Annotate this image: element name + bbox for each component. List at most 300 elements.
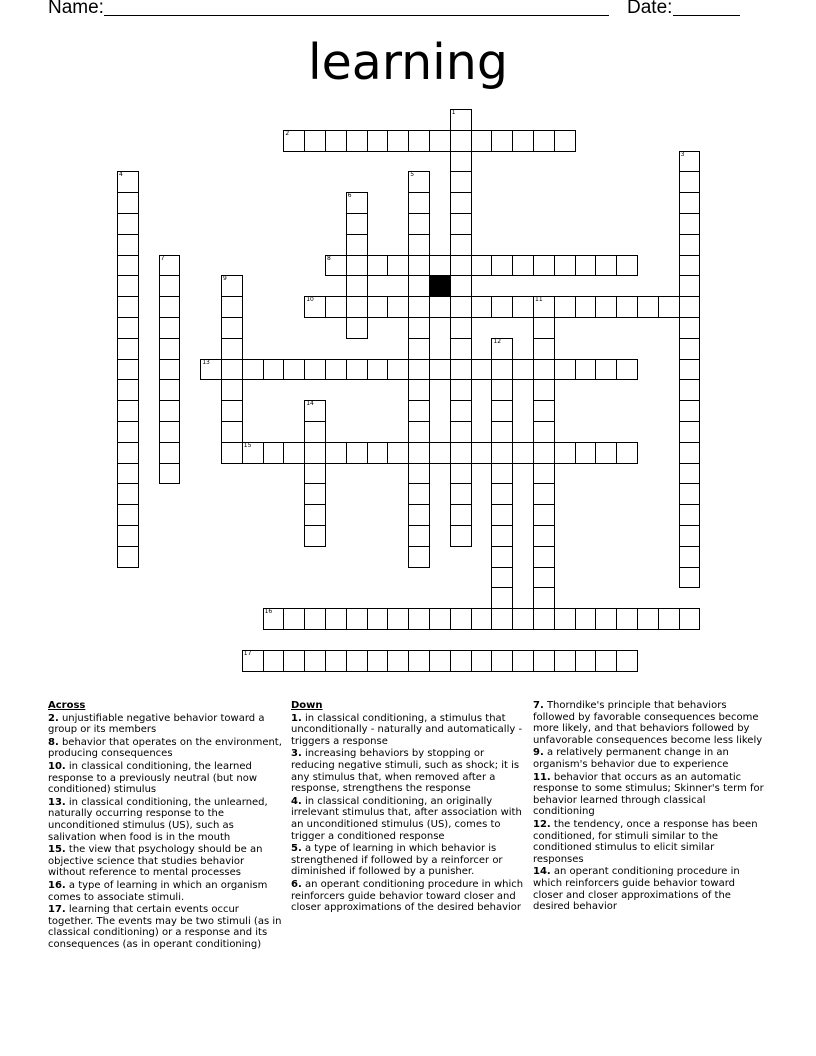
crossword-cell[interactable] bbox=[554, 359, 576, 381]
crossword-cell[interactable] bbox=[533, 463, 555, 485]
crossword-cell[interactable] bbox=[450, 504, 472, 526]
crossword-cell[interactable] bbox=[387, 296, 409, 318]
crossword-cell[interactable] bbox=[283, 359, 305, 381]
crossword-cell[interactable] bbox=[533, 442, 555, 464]
crossword-cell[interactable] bbox=[159, 275, 181, 297]
crossword-cell[interactable] bbox=[408, 234, 430, 256]
crossword-cell[interactable] bbox=[533, 608, 555, 630]
crossword-cell[interactable] bbox=[450, 130, 472, 152]
crossword-cell[interactable] bbox=[117, 483, 139, 505]
crossword-cell[interactable] bbox=[679, 275, 701, 297]
crossword-cell[interactable] bbox=[304, 483, 326, 505]
across-list bbox=[48, 713, 283, 951]
clue-text: an operant conditioning procedure in which reinforcers guide behavior toward closer and closer approximations of the desired behavior bbox=[533, 866, 740, 913]
crossword-cell[interactable] bbox=[408, 525, 430, 547]
cell-number: 16 bbox=[264, 608, 273, 616]
crossword-cell[interactable] bbox=[575, 650, 597, 672]
crossword-cell[interactable] bbox=[117, 400, 139, 422]
crossword-cell[interactable] bbox=[533, 338, 555, 360]
crossword-cell[interactable] bbox=[616, 296, 638, 318]
crossword-cell[interactable] bbox=[263, 442, 285, 464]
cell-number: 1 bbox=[451, 109, 456, 116]
clue-item bbox=[291, 843, 526, 878]
crossword-cell[interactable] bbox=[387, 608, 409, 630]
cell-number: 8 bbox=[327, 254, 331, 262]
crossword-cell[interactable] bbox=[408, 171, 430, 193]
crossword-cell[interactable] bbox=[117, 275, 139, 297]
crossword-cell[interactable] bbox=[679, 296, 701, 318]
crossword-cell[interactable] bbox=[450, 379, 472, 401]
crossword-cell[interactable] bbox=[325, 255, 347, 277]
crossword-cell[interactable] bbox=[512, 442, 534, 464]
name-label: Name: bbox=[48, 0, 104, 18]
crossword-cell[interactable] bbox=[450, 650, 472, 672]
clue-number: 10. bbox=[48, 760, 66, 772]
crossword-cell[interactable] bbox=[346, 213, 368, 235]
crossword-cell[interactable] bbox=[450, 525, 472, 547]
crossword-cell[interactable] bbox=[575, 442, 597, 464]
crossword-cell[interactable] bbox=[533, 567, 555, 589]
date-label: Date: bbox=[627, 0, 673, 18]
crossword-cell[interactable] bbox=[117, 171, 139, 193]
down-heading: Down bbox=[291, 700, 323, 711]
crossword-cell[interactable] bbox=[429, 442, 451, 464]
crossword-cell[interactable] bbox=[471, 255, 493, 277]
crossword-cell[interactable] bbox=[387, 359, 409, 381]
crossword-cell[interactable] bbox=[512, 650, 534, 672]
crossword-cell[interactable] bbox=[575, 255, 597, 277]
crossword-cell[interactable] bbox=[450, 483, 472, 505]
crossword-cell[interactable] bbox=[159, 255, 181, 277]
crossword-cell[interactable] bbox=[304, 296, 326, 318]
crossword-cell[interactable] bbox=[595, 359, 617, 381]
crossword-cell[interactable] bbox=[491, 296, 513, 318]
crossword-cell[interactable] bbox=[117, 338, 139, 360]
clue-number: 6. bbox=[291, 878, 302, 890]
across-clues bbox=[48, 700, 283, 951]
puzzle-title: learning bbox=[308, 34, 508, 91]
crossword-cell[interactable] bbox=[450, 400, 472, 422]
crossword-cell[interactable] bbox=[242, 650, 264, 672]
crossword-cell[interactable] bbox=[679, 421, 701, 443]
crossword-cell[interactable] bbox=[346, 359, 368, 381]
crossword-cell[interactable] bbox=[304, 400, 326, 422]
crossword-cell[interactable] bbox=[679, 234, 701, 256]
crossword-cell[interactable] bbox=[450, 234, 472, 256]
crossword-cell[interactable] bbox=[533, 130, 555, 152]
crossword-cell[interactable] bbox=[658, 296, 680, 318]
crossword-cell[interactable] bbox=[429, 255, 451, 277]
crossword-cell[interactable] bbox=[533, 296, 555, 318]
cell-number: 3 bbox=[680, 150, 685, 158]
crossword-cell[interactable] bbox=[554, 255, 576, 277]
crossword-cell[interactable] bbox=[367, 130, 389, 152]
crossword-cell[interactable] bbox=[679, 255, 701, 277]
crossword-cell[interactable] bbox=[554, 650, 576, 672]
crossword-cell[interactable] bbox=[221, 379, 243, 401]
cell-number: 10 bbox=[306, 296, 314, 304]
crossword-cell[interactable] bbox=[533, 525, 555, 547]
crossword-cell[interactable] bbox=[408, 421, 430, 443]
crossword-cell[interactable] bbox=[283, 442, 305, 464]
crossword-cell[interactable] bbox=[387, 255, 409, 277]
crossword-cell[interactable] bbox=[221, 421, 243, 443]
crossword-cell[interactable] bbox=[491, 567, 513, 589]
crossword-cell[interactable] bbox=[450, 317, 472, 339]
crossword-cell[interactable] bbox=[200, 359, 222, 381]
clue-number: 1. bbox=[291, 712, 302, 724]
crossword-cell[interactable] bbox=[533, 379, 555, 401]
crossword-cell[interactable] bbox=[387, 650, 409, 672]
crossword-cell[interactable] bbox=[533, 317, 555, 339]
clue-text: in classical conditioning, the learned response to a previously neutral (but now conditioned) stimulus bbox=[48, 760, 258, 796]
crossword-cell[interactable] bbox=[616, 650, 638, 672]
crossword-cell[interactable] bbox=[117, 546, 139, 568]
crossword-cell[interactable] bbox=[679, 338, 701, 360]
crossword-cell[interactable] bbox=[304, 650, 326, 672]
crossword-cell[interactable] bbox=[346, 130, 368, 152]
crossword-cell[interactable] bbox=[616, 359, 638, 381]
crossword-cell[interactable] bbox=[408, 463, 430, 485]
crossword-cell[interactable] bbox=[679, 608, 701, 630]
crossword-cell[interactable] bbox=[346, 234, 368, 256]
crossword-cell[interactable] bbox=[595, 296, 617, 318]
crossword-cell[interactable] bbox=[450, 171, 472, 193]
crossword-cell[interactable] bbox=[304, 504, 326, 526]
crossword-cell[interactable] bbox=[595, 442, 617, 464]
crossword-cell[interactable] bbox=[491, 255, 513, 277]
clue-text: in classical conditioning, the unlearned, naturally occurring response to the unconditioned stimulus (US), such as salivation when food is in the mouth bbox=[48, 796, 268, 843]
crossword-cell[interactable] bbox=[283, 608, 305, 630]
crossword-cell[interactable] bbox=[117, 317, 139, 339]
clue-number: 5. bbox=[291, 843, 302, 855]
crossword-cell[interactable] bbox=[117, 525, 139, 547]
crossword-cell[interactable] bbox=[408, 442, 430, 464]
crossword-cell[interactable] bbox=[450, 463, 472, 485]
crossword-cell[interactable] bbox=[408, 504, 430, 526]
crossword-cell[interactable] bbox=[616, 608, 638, 630]
crossword-cell[interactable] bbox=[159, 379, 181, 401]
crossword-cell[interactable] bbox=[325, 130, 347, 152]
crossword-cell[interactable] bbox=[283, 650, 305, 672]
crossword-cell[interactable] bbox=[450, 359, 472, 381]
crossword-cell[interactable] bbox=[221, 400, 243, 422]
crossword-cell[interactable] bbox=[450, 109, 472, 131]
crossword-cell[interactable] bbox=[491, 525, 513, 547]
clue-text: the tendency, once a response has been conditioned, for stimuli similar to the conditioned stimulus to elicit similar responses bbox=[533, 818, 758, 865]
crossword-cell[interactable] bbox=[533, 587, 555, 609]
crossword-cell[interactable] bbox=[117, 421, 139, 443]
crossword-cell[interactable] bbox=[491, 400, 513, 422]
crossword-cell[interactable] bbox=[450, 151, 472, 173]
crossword-cell[interactable] bbox=[512, 608, 534, 630]
crossword-cell[interactable] bbox=[159, 442, 181, 464]
clue-text: Thorndike's principle that behaviors followed by favorable consequences become more likely, and that behaviors followed by unfavorable consequences become less likely bbox=[533, 700, 763, 746]
crossword-cell[interactable] bbox=[533, 421, 555, 443]
crossword-cell[interactable] bbox=[408, 650, 430, 672]
crossword-cell[interactable] bbox=[304, 442, 326, 464]
crossword-cell[interactable] bbox=[679, 192, 701, 214]
clue-text: behavior that operates on the environment, producing consequences bbox=[48, 736, 282, 760]
crossword-cell[interactable] bbox=[595, 608, 617, 630]
crossword-cell[interactable] bbox=[408, 546, 430, 568]
crossword-cell[interactable] bbox=[117, 296, 139, 318]
clue-number: 14. bbox=[533, 866, 551, 878]
crossword-cell[interactable] bbox=[595, 255, 617, 277]
crossword-cell[interactable] bbox=[679, 171, 701, 193]
crossword-cell[interactable] bbox=[346, 650, 368, 672]
crossword-cell[interactable] bbox=[554, 130, 576, 152]
crossword-cell[interactable] bbox=[117, 442, 139, 464]
crossword-cell[interactable] bbox=[679, 483, 701, 505]
down-clues-continued bbox=[533, 700, 768, 914]
crossword-cell[interactable] bbox=[408, 338, 430, 360]
clue-text: a type of learning in which behavior is strengthened if followed by a reinforcer or diminished if followed by a punisher. bbox=[291, 843, 503, 878]
black-cell bbox=[429, 275, 451, 297]
crossword-cell[interactable] bbox=[512, 359, 534, 381]
crossword-cell[interactable] bbox=[429, 130, 451, 152]
clue-text: increasing behaviors by stopping or reducing negative stimuli, such as shock; it is any stimulus that, when removed after a response, strengthens the response bbox=[291, 748, 520, 795]
crossword-cell[interactable] bbox=[491, 504, 513, 526]
clue-number: 2. bbox=[48, 712, 59, 724]
crossword-cell[interactable] bbox=[159, 338, 181, 360]
crossword-cell[interactable] bbox=[679, 379, 701, 401]
crossword-cell[interactable] bbox=[325, 359, 347, 381]
crossword-cell[interactable] bbox=[575, 359, 597, 381]
crossword-cell[interactable] bbox=[554, 442, 576, 464]
crossword-cell[interactable] bbox=[367, 255, 389, 277]
crossword-cell[interactable] bbox=[491, 130, 513, 152]
crossword-cell[interactable] bbox=[408, 192, 430, 214]
crossword-cell[interactable] bbox=[491, 587, 513, 609]
crossword-cell[interactable] bbox=[346, 255, 368, 277]
crossword-cell[interactable] bbox=[159, 421, 181, 443]
crossword-cell[interactable] bbox=[263, 359, 285, 381]
crossword-cell[interactable] bbox=[159, 463, 181, 485]
crossword-cell[interactable] bbox=[554, 296, 576, 318]
crossword-cell[interactable] bbox=[450, 421, 472, 443]
crossword-cell[interactable] bbox=[450, 608, 472, 630]
crossword-cell[interactable] bbox=[429, 296, 451, 318]
crossword-cell[interactable] bbox=[117, 255, 139, 277]
crossword-cell[interactable] bbox=[512, 130, 534, 152]
crossword-cell[interactable] bbox=[471, 608, 493, 630]
crossword-cell[interactable] bbox=[346, 275, 368, 297]
crossword-cell[interactable] bbox=[533, 650, 555, 672]
crossword-cell[interactable] bbox=[533, 504, 555, 526]
clue-item bbox=[291, 713, 526, 748]
crossword-cell[interactable] bbox=[471, 442, 493, 464]
crossword-cell[interactable] bbox=[325, 442, 347, 464]
crossword-cell[interactable] bbox=[263, 608, 285, 630]
crossword-cell[interactable] bbox=[450, 338, 472, 360]
crossword-cell[interactable] bbox=[471, 359, 493, 381]
crossword-cell[interactable] bbox=[679, 567, 701, 589]
crossword-cell[interactable] bbox=[471, 130, 493, 152]
clue-item bbox=[291, 748, 526, 794]
crossword-cell[interactable] bbox=[325, 650, 347, 672]
clue-text: the view that psychology should be an objective science that studies behavior without reference to mental processes bbox=[48, 844, 263, 879]
crossword-cell[interactable] bbox=[679, 504, 701, 526]
crossword-cell[interactable] bbox=[512, 255, 534, 277]
down-list-continued bbox=[533, 700, 768, 913]
crossword-cell[interactable] bbox=[491, 463, 513, 485]
crossword-cell[interactable] bbox=[408, 255, 430, 277]
crossword-cell[interactable] bbox=[367, 296, 389, 318]
crossword-cell[interactable] bbox=[304, 463, 326, 485]
clue-number: 7. bbox=[533, 700, 544, 711]
crossword-cell[interactable] bbox=[304, 359, 326, 381]
clue-text: learning that certain events occur together. The events may be two stimuli (as in classical conditioning) or a response and its consequences (as in operant conditioning) bbox=[48, 904, 282, 950]
clue-number: 15. bbox=[48, 844, 66, 856]
clue-text: in classical conditioning, an originally irrelevant stimulus that, after association with an unconditioned stimulus (US), comes to trigger a conditioned response bbox=[291, 795, 522, 842]
crossword-cell[interactable] bbox=[304, 608, 326, 630]
crossword-cell[interactable] bbox=[242, 442, 264, 464]
crossword-cell[interactable] bbox=[159, 359, 181, 381]
crossword-cell[interactable] bbox=[637, 608, 659, 630]
crossword-cell[interactable] bbox=[408, 275, 430, 297]
crossword-cell[interactable] bbox=[408, 213, 430, 235]
clue-item bbox=[533, 700, 768, 746]
crossword-cell[interactable] bbox=[117, 379, 139, 401]
crossword-cell[interactable] bbox=[450, 213, 472, 235]
crossword-cell[interactable] bbox=[408, 483, 430, 505]
crossword-cell[interactable] bbox=[117, 213, 139, 235]
down-clues bbox=[291, 700, 526, 915]
crossword-cell[interactable] bbox=[491, 442, 513, 464]
crossword-cell[interactable] bbox=[159, 296, 181, 318]
clue-item bbox=[533, 819, 768, 865]
crossword-cell[interactable] bbox=[117, 192, 139, 214]
crossword-cell[interactable] bbox=[346, 442, 368, 464]
crossword-cell[interactable] bbox=[346, 192, 368, 214]
crossword-cell[interactable] bbox=[533, 483, 555, 505]
crossword-cell[interactable] bbox=[450, 192, 472, 214]
crossword-cell[interactable] bbox=[616, 442, 638, 464]
crossword-cell[interactable] bbox=[367, 359, 389, 381]
crossword-cell[interactable] bbox=[408, 608, 430, 630]
clue-number: 17. bbox=[48, 904, 66, 916]
crossword-cell[interactable] bbox=[221, 338, 243, 360]
crossword-cell[interactable] bbox=[304, 525, 326, 547]
crossword-cell[interactable] bbox=[221, 317, 243, 339]
crossword-cell[interactable] bbox=[408, 130, 430, 152]
crossword-cell[interactable] bbox=[346, 296, 368, 318]
crossword-cell[interactable] bbox=[450, 255, 472, 277]
crossword-cell[interactable] bbox=[346, 608, 368, 630]
crossword-cell[interactable] bbox=[117, 359, 139, 381]
crossword-cell[interactable] bbox=[221, 442, 243, 464]
crossword-cell[interactable] bbox=[304, 130, 326, 152]
crossword-cell[interactable] bbox=[679, 442, 701, 464]
crossword-cell[interactable] bbox=[221, 296, 243, 318]
crossword-cell[interactable] bbox=[159, 317, 181, 339]
crossword-cell[interactable] bbox=[325, 296, 347, 318]
crossword-cell[interactable] bbox=[679, 525, 701, 547]
crossword-cell[interactable] bbox=[471, 650, 493, 672]
crossword-cell[interactable] bbox=[304, 421, 326, 443]
crossword-cell[interactable] bbox=[658, 608, 680, 630]
crossword-cell[interactable] bbox=[408, 400, 430, 422]
crossword-cell[interactable] bbox=[408, 296, 430, 318]
crossword-cell[interactable] bbox=[429, 650, 451, 672]
crossword-cell[interactable] bbox=[637, 296, 659, 318]
crossword-cell[interactable] bbox=[616, 255, 638, 277]
crossword-cell[interactable] bbox=[367, 442, 389, 464]
crossword-cell[interactable] bbox=[491, 483, 513, 505]
crossword-cell[interactable] bbox=[221, 359, 243, 381]
crossword-cell[interactable] bbox=[346, 317, 368, 339]
crossword-cell[interactable] bbox=[242, 359, 264, 381]
cell-number: 9 bbox=[223, 275, 227, 283]
crossword-cell[interactable] bbox=[471, 296, 493, 318]
clue-text: behavior that occurs as an automatic response to some stimulus; Skinner's term for behavior learned through classical conditioning bbox=[533, 771, 764, 818]
crossword-cell[interactable] bbox=[263, 650, 285, 672]
crossword-cell[interactable] bbox=[450, 275, 472, 297]
crossword-cell[interactable] bbox=[679, 317, 701, 339]
crossword-cell[interactable] bbox=[408, 359, 430, 381]
clue-item bbox=[291, 796, 526, 842]
crossword-cell[interactable] bbox=[450, 442, 472, 464]
crossword-cell[interactable] bbox=[117, 234, 139, 256]
crossword-cell[interactable] bbox=[533, 359, 555, 381]
crossword-cell[interactable] bbox=[491, 546, 513, 568]
crossword-cell[interactable] bbox=[367, 608, 389, 630]
crossword-cell[interactable] bbox=[450, 296, 472, 318]
crossword-cell[interactable] bbox=[491, 338, 513, 360]
crossword-cell[interactable] bbox=[491, 379, 513, 401]
crossword-cell[interactable] bbox=[491, 650, 513, 672]
crossword-cell[interactable] bbox=[512, 296, 534, 318]
crossword-cell[interactable] bbox=[408, 379, 430, 401]
crossword-cell[interactable] bbox=[387, 130, 409, 152]
crossword-cell[interactable] bbox=[221, 275, 243, 297]
crossword-cell[interactable] bbox=[325, 608, 347, 630]
crossword-cell[interactable] bbox=[429, 608, 451, 630]
crossword-cell[interactable] bbox=[117, 504, 139, 526]
crossword-cell[interactable] bbox=[387, 442, 409, 464]
crossword-cell[interactable] bbox=[533, 546, 555, 568]
down-list bbox=[291, 713, 526, 914]
crossword-cell[interactable] bbox=[554, 608, 576, 630]
clue-item bbox=[48, 880, 283, 903]
crossword-cell[interactable] bbox=[679, 359, 701, 381]
clue-item bbox=[48, 713, 283, 736]
crossword-cell[interactable] bbox=[595, 650, 617, 672]
crossword-cell[interactable] bbox=[575, 608, 597, 630]
crossword-cell[interactable] bbox=[283, 130, 305, 152]
crossword-cell[interactable] bbox=[159, 400, 181, 422]
crossword-cell[interactable] bbox=[117, 463, 139, 485]
crossword-cell[interactable] bbox=[679, 213, 701, 235]
clue-number: 13. bbox=[48, 796, 66, 808]
crossword-cell[interactable] bbox=[367, 650, 389, 672]
crossword-cell[interactable] bbox=[533, 255, 555, 277]
crossword-cell[interactable] bbox=[491, 608, 513, 630]
crossword-cell[interactable] bbox=[533, 400, 555, 422]
crossword-cell[interactable] bbox=[575, 296, 597, 318]
clue-number: 16. bbox=[48, 879, 66, 891]
crossword-cell[interactable] bbox=[679, 546, 701, 568]
clue-text: an operant conditioning procedure in which reinforcers guide behavior toward closer and closer approximations of the desired behavior bbox=[291, 878, 524, 914]
crossword-cell[interactable] bbox=[408, 317, 430, 339]
crossword-cell[interactable] bbox=[491, 359, 513, 381]
crossword-cell[interactable] bbox=[429, 359, 451, 381]
crossword-cell[interactable] bbox=[491, 421, 513, 443]
crossword-cell[interactable] bbox=[679, 151, 701, 173]
crossword-cell[interactable] bbox=[679, 463, 701, 485]
crossword-cell[interactable] bbox=[679, 400, 701, 422]
